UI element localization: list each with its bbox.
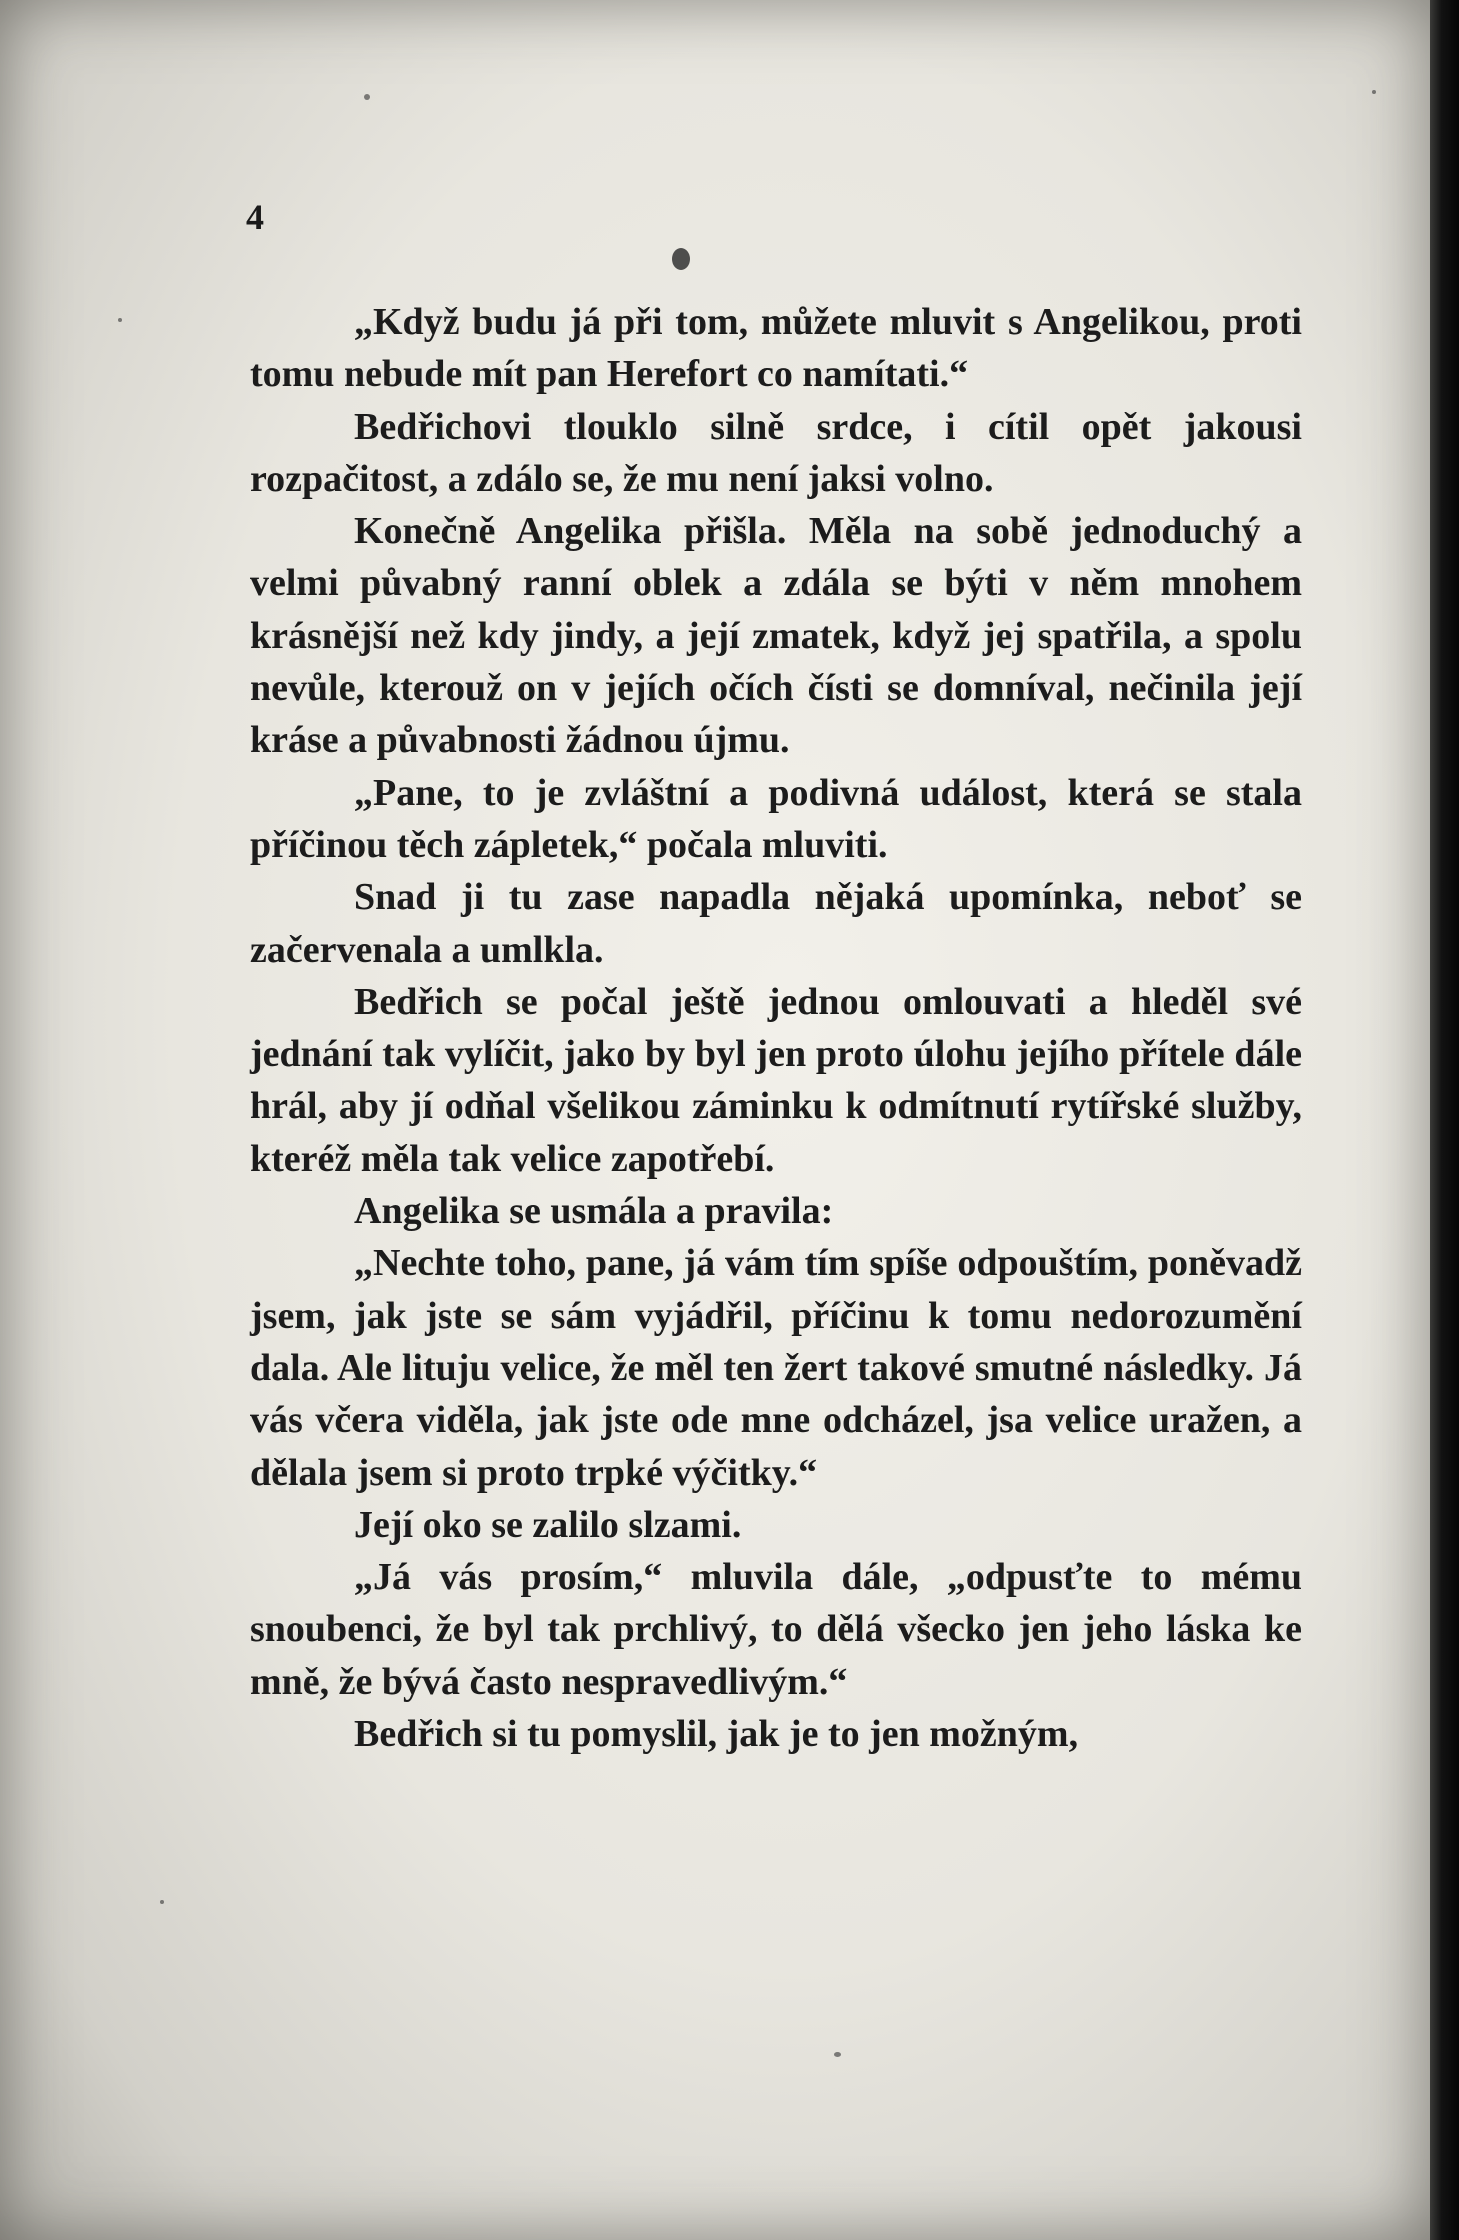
ink-speck [118, 318, 122, 322]
paragraph: Bedřich si tu pomyslil, jak je to jen možným, [354, 1713, 1079, 1756]
paragraph: Angelika se usmála a pravila: [354, 1190, 834, 1233]
paragraph: „Když budu já při tom, můžete mluvit s Angelikou, proti tomu nebude mít pan Herefort co namítati.“ [250, 301, 1302, 396]
ink-speck [672, 248, 690, 270]
paragraph: Bedřichovi tlouklo silně srdce, i cítil opět jakousi rozpačitost, a zdálo se, že mu není jaksi volno. [250, 405, 1302, 500]
paragraph: Její oko se zalilo slzami. [354, 1503, 742, 1546]
body-text [250, 296, 1302, 1760]
paragraph: Bedřich se počal ještě jednou omlouvati a hleděl své jednání tak vylíčit, jako by byl jen proto úlohu jejího přítele dále hrál, aby jí odňal všelikou záminku k odmítnutí rytířské služby, kteréž měla tak velice zapotřebí. [250, 980, 1302, 1180]
ink-speck [1372, 90, 1376, 94]
paragraph: Snad ji tu zase napadla nějaká upomínka, neboť se začervenala a umlkla. [250, 876, 1302, 971]
paragraph: „Pane, to je zvláštní a podivná událost, která se stala příčinou těch zápletek,“ počala mluviti. [250, 771, 1302, 866]
paragraph: Konečně Angelika přišla. Měla na sobě jednoduchý a velmi půvabný ranní oblek a zdála se býti v něm mnohem krásnější než kdy jindy, a její zmatek, když jej spatřila, a spolu nevůle, kterouž on v jejích očích čísti se domníval, nečinila její kráse a půvabnosti žádnou újmu. [250, 510, 1302, 762]
paragraph: „Já vás prosím,“ mluvila dále, „odpusťte to mému snoubenci, že byl tak prchlivý, to dělá všecko jen jeho láska ke mně, že bývá často nespravedlivým.“ [250, 1556, 1302, 1703]
ink-speck [834, 2052, 841, 2057]
ink-speck [364, 94, 370, 100]
ink-speck [160, 1900, 164, 1904]
book-binding-edge [1430, 0, 1459, 2240]
page-number: 4 [246, 197, 264, 237]
paragraph: „Nechte toho, pane, já vám tím spíše odpouštím, poněvadž jsem, jak jste se sám vyjádřil, příčinu k tomu nedorozumění dala. Ale lituju velice, že měl ten žert takové smutné následky. Já vás včera viděla, jak jste ode mne odcházel, jsa velice uražen, a dělala jsem si proto trpké výčitky.“ [250, 1242, 1302, 1494]
